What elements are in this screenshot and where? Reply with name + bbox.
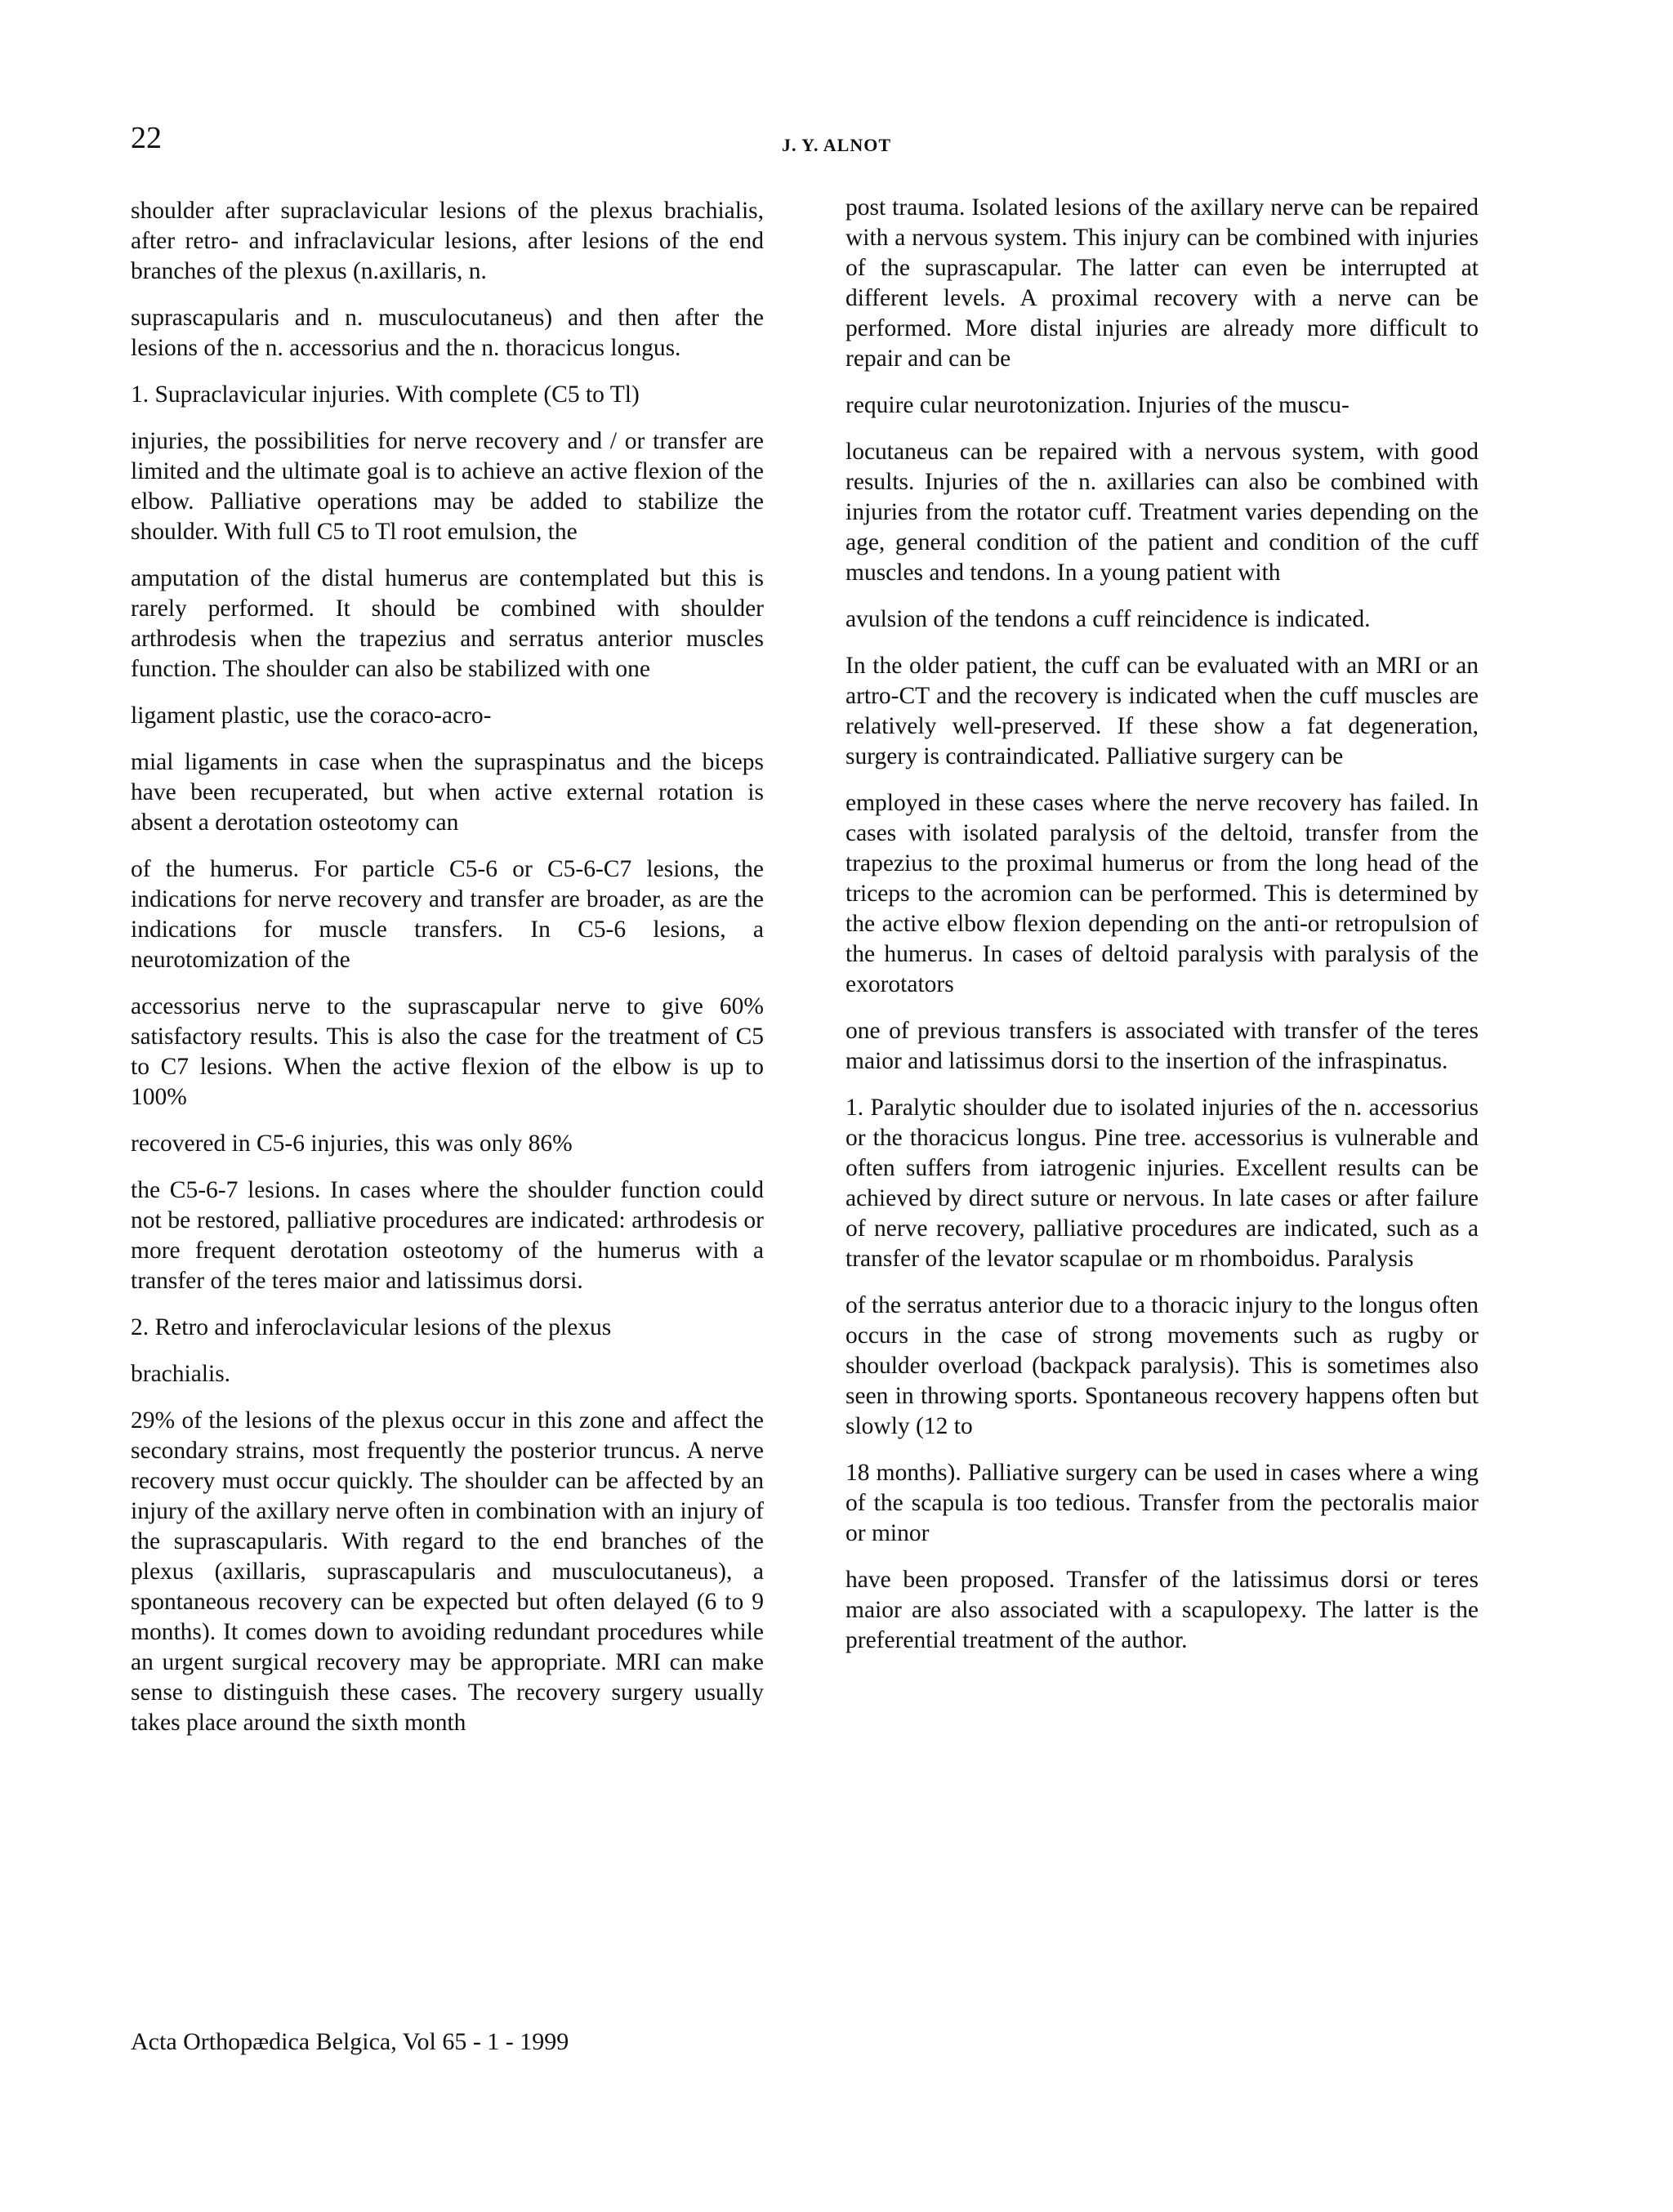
paragraph: the C5-6-7 lesions. In cases where the shoulder function could not be restored, palliative procedures are indicated: arthrodesis or more frequent derotation osteotomy of the humerus with a transfer of the teres maior and latissimus dorsi. xyxy=(131,1177,764,1294)
paragraph: have been proposed. Transfer of the latissimus dorsi or teres maior are also associated with a scapulopexy. The latter is the preferential treatment of the author. xyxy=(845,1567,1479,1653)
paragraph: post trauma. Isolated lesions of the axillary nerve can be repaired with a nervous system. This injury can be combined with injuries of the suprascapular. The latter can even be interrupted at different levels. A proximal recovery with a nerve can be performed. More distal injuries are already more difficult to repair and can be xyxy=(845,194,1479,372)
right-column xyxy=(845,196,1479,1672)
paragraph: accessorius nerve to the suprascapular nerve to give 60% satisfactory results. This is also the case for the treatment of C5 to C7 lesions. When the active flexion of the elbow is up to 100% xyxy=(131,993,764,1110)
paragraph: one of previous transfers is associated with transfer of the teres maior and latissimus dorsi to the insertion of the infraspinatus. xyxy=(845,1018,1479,1074)
paragraph: 29% of the lesions of the plexus occur in this zone and affect the secondary strains, most frequently the posterior truncus. A nerve recovery must occur quickly. The shoulder can be affected by an injury of the axillary nerve often in combination with an injury of the suprascapularis. With regard to the end branches of the plexus (axillaris, suprascapularis and musculocutaneus), a spontaneous recovery can be expected but often delayed (6 to 9 months). It comes down to avoiding redundant procedures while an urgent surgical recovery may be appropriate. MRI can make sense to distinguish these cases. The recovery surgery usually takes place around the sixth month xyxy=(131,1407,764,1736)
paragraph: 18 months). Palliative surgery can be used in cases where a wing of the scapula is too tedious. Transfer from the pectoralis maior or minor xyxy=(845,1460,1479,1546)
paragraph: suprascapularis and n. musculocutaneus) and then after the lesions of the n. accessorius and the n. thoracicus longus. xyxy=(131,305,764,361)
journal-citation: Acta Orthopædica Belgica, Vol 65 - 1 - 1999 xyxy=(131,2028,569,2055)
paragraph: avulsion of the tendons a cuff reincidence is indicated. xyxy=(845,606,1371,632)
paragraph: require cular neurotonization. Injuries of the muscu- xyxy=(845,392,1350,418)
paragraph: recovered in C5-6 injuries, this was only 86% xyxy=(131,1131,573,1157)
paragraph: locutaneus can be repaired with a nervous system, with good results. Injuries of the n. axillaries can also be combined with injuries from the rotator cuff. Treatment varies depending on the age, general condition of the patient and condition of the cuff muscles and tendons. In a young patient with xyxy=(845,439,1479,586)
paragraph: of the serratus anterior due to a thoracic injury to the longus often occurs in the case of strong movements such as rugby or shoulder overload (backpack paralysis). This is sometimes also seen in throwing sports. Spontaneous recovery happens often but slowly (12 to xyxy=(845,1292,1479,1439)
section-heading: 1. Paralytic shoulder due to isolated injuries of the n. accessorius or the thoracicus longus. Pine tree. accessorius is vulnerable and often suffers from iatrogenic injuries. Excellent results can be achieved by direct suture or nervous. In late cases or after failure of nerve recovery, palliative procedures are indicated, such as a transfer of the levator scapulae or m rhomboidus. Paralysis xyxy=(845,1095,1479,1272)
section-heading: 1. Supraclavicular injuries. With complete (C5 to Tl) xyxy=(131,381,640,408)
paragraph: of the humerus. For particle C5-6 or C5-6-C7 lesions, the indications for nerve recovery and transfer are broader, as are the indications for muscle transfers. In C5-6 lesions, a neurotomization of the xyxy=(131,856,764,973)
section-heading: 2. Retro and inferoclavicular lesions of the plexus xyxy=(131,1314,612,1340)
running-head: J. Y. ALNOT xyxy=(781,135,892,155)
paragraph: shoulder after supraclavicular lesions of the plexus brachialis, after retro- and infraclavicular lesions, after lesions of the end branches of the plexus (n.axillaris, n. xyxy=(131,198,764,284)
page-number: 22 xyxy=(131,121,162,155)
paragraph: injuries, the possibilities for nerve recovery and / or transfer are limited and the ultimate goal is to achieve an active flexion of the elbow. Palliative operations may be added to stabilize the shoulder. With full C5 to Tl root emulsion, the xyxy=(131,428,764,545)
paragraph: ligament plastic, use the coraco-acro- xyxy=(131,702,492,729)
paragraph: In the older patient, the cuff can be evaluated with an MRI or an artro-CT and the recovery is indicated when the cuff muscles are relatively well-preserved. If these show a fat degeneration, surgery is contraindicated. Palliative surgery can be xyxy=(845,653,1479,769)
paragraph: employed in these cases where the nerve recovery has failed. In cases with isolated paralysis of the deltoid, transfer from the trapezius to the proximal humerus or from the long head of the triceps to the acromion can be performed. This is determined by the active elbow flexion depending on the anti-or retropulsion of the humerus. In cases of deltoid paralysis with paralysis of the exorotators xyxy=(845,790,1479,997)
paragraph: brachialis. xyxy=(131,1361,231,1387)
paragraph: mial ligaments in case when the supraspinatus and the biceps have been recuperated, but when active external rotation is absent a derotation osteotomy can xyxy=(131,749,764,836)
left-column xyxy=(131,196,764,1755)
paragraph: amputation of the distal humerus are contemplated but this is rarely performed. It should be combined with shoulder arthrodesis when the trapezius and serratus anterior muscles function. The shoulder can also be stabilized with one xyxy=(131,565,764,682)
